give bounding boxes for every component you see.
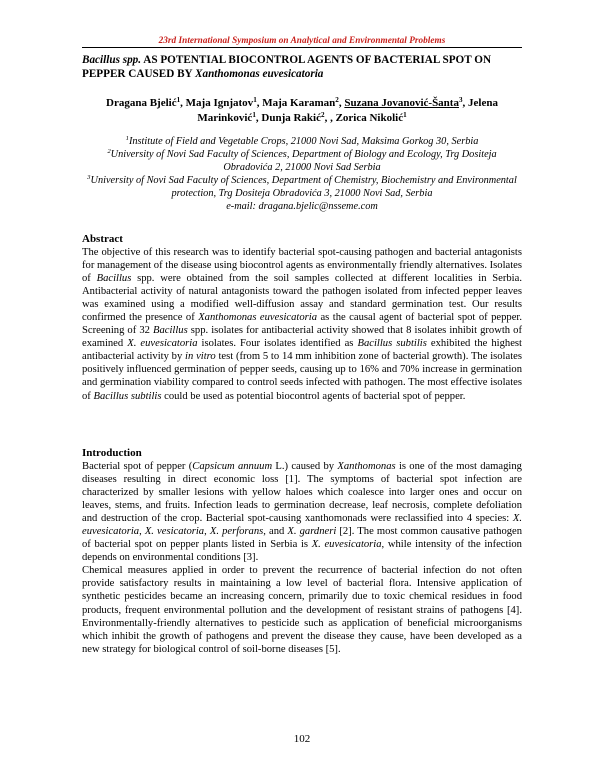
affiliation-text: Institute of Field and Vegetable Crops, 21000 Novi Sad, Maksima Gorkog 30, Serbia <box>128 136 479 147</box>
abstract-italic: Bacillus <box>153 325 188 337</box>
author-affil-mark: 1 <box>403 110 407 119</box>
intro-text: [2]. The most common causative pathogen of bacterial spot on pepper plants listed in Serbia is <box>82 526 523 551</box>
intro-text: , and <box>263 526 288 538</box>
abstract-text: could be used as potential biocontrol agents of bacterial spot of pepper. <box>161 390 466 402</box>
author-affil-mark: 1 <box>176 96 181 104</box>
author-affil-mark: 1 <box>253 96 257 104</box>
author-separator: , <box>256 97 263 109</box>
intro-text: Bacterial spot of pepper ( <box>82 461 193 472</box>
author-separator: , , <box>324 111 336 124</box>
intro-italic: X. euvesicatoria <box>311 539 382 551</box>
affiliation-text: University of Novi Sad Faculty of Sciences, Department of Biology and Ecology, Trg Dositeja Obradovića 2, 21000 Novi Sad Serbia <box>110 148 497 173</box>
intro-italic: Xanthomonas <box>337 461 396 472</box>
author-list <box>82 96 522 125</box>
introduction-heading: Introduction <box>82 447 142 459</box>
abstract-text: exhibited the highest antibacterial activity by <box>82 338 522 363</box>
intro-text: , <box>204 526 210 538</box>
abstract-text: isolates. Four isolates identified as <box>197 338 358 350</box>
paper-title <box>82 54 522 81</box>
intro-text: L.) caused by <box>272 461 338 472</box>
affiliation-1 <box>82 136 522 149</box>
author-affil-mark: 3 <box>458 96 463 104</box>
abstract-italic: in vitro <box>185 351 216 363</box>
intro-italic: Capsicum annuum <box>192 461 273 472</box>
abstract-text: test (from 5 to 14 mm inhibition zone of bacterial growth). The isolates positively influenced germination of pepper seeds, causing up to 16% and 70% increase in germination and germination viability compared to control seeds infected with pathogen. The most effective isolates of <box>82 351 522 402</box>
abstract-text: The objective of this research was to identify bacterial spot-causing pathogen and bacterial antagonists for management of the disease using biocontrol agents as environmentally friendly alternatives. Isolates of <box>82 247 522 285</box>
introduction-body <box>82 460 522 656</box>
author-separator: , <box>255 111 262 124</box>
title-genus: Bacillus spp. <box>82 54 142 66</box>
author-name: Zorica Nikolić <box>335 111 404 124</box>
abstract-text: as the causal agent of bacterial spot of pepper. Screening of 32 <box>82 312 522 337</box>
corresponding-author-name: Suzana Jovanović-Šanta <box>344 97 459 109</box>
affiliation-text: University of Novi Sad Faculty of Sciences, Department of Chemistry, Biochemistry and Environmental protection, Trg Dositeja Obradovića 3, 21000 Novi Sad, Serbia <box>90 174 517 199</box>
running-header: 23rd International Symposium on Analytical and Environmental Problems <box>158 35 446 45</box>
abstract-text: spp. isolates for antibacterial activity showed that 8 isolates inhibit growth of examined <box>82 325 523 350</box>
author-separator: , <box>462 97 469 109</box>
author-name: Dunja Rakić <box>261 111 321 124</box>
intro-italic: X. gardneri <box>287 526 337 538</box>
author-affil-mark: 2 <box>335 96 339 104</box>
contact-email: e-mail: dragana.bjelic@nsseme.com <box>226 200 378 212</box>
abstract-heading: Abstract <box>82 233 123 245</box>
introduction-paragraph-2: Chemical measures applied in order to prevent the recurrence of bacterial infection do not often provide satisfactory results in maintaining a low level of bacterial flora. Intensive application of synthetic pesticides became an increasing concern, primarily due to toxic chemical residues in food products, frequent environmental pollution and the development of resistant strains of pathogens [4]. Environmentally-friendly alternatives to pesticide such as application of beneficial microorganisms which inhibit the growth of pathogens and prevent the disease they cause, have been developed as a new strategy for biological control of soil-borne diseases [5]. <box>82 565 522 655</box>
author-name: Maja Ignjatov <box>185 97 254 109</box>
affiliation-2 <box>82 149 522 175</box>
abstract-italic: X. euvesicatoria <box>127 338 198 350</box>
title-species: Xanthomonas euvesicatoria <box>195 67 324 80</box>
introduction-paragraph-1 <box>82 460 522 564</box>
intro-text: , while intensity of the infection depends on environmental conditions [3]. <box>82 539 522 564</box>
affiliation-mark: 3 <box>87 173 91 181</box>
page-number: 102 <box>293 733 311 745</box>
author-separator: , <box>180 97 186 109</box>
header-rule <box>82 47 522 48</box>
affiliation-list <box>82 136 522 213</box>
title-main: AS POTENTIAL BIOCONTROL AGENTS OF BACTERIAL SPOT ON PEPPER CAUSED BY <box>82 54 492 80</box>
abstract-italic: Bacillus subtilis <box>93 390 162 402</box>
intro-italic: X. perforans <box>209 526 264 538</box>
intro-text: is one of the most damaging diseases resulting in direct economic loss [1]. The symptoms of bacterial spot infection are characterized by smaller lesions with yellow haloes which coalesce into larger ones and occur on leaves, stems, and fruits. Infection leads to germination decrease, leaf necrosis, complete defoliation and destruction of the crop. Bacterial spot-causing xanthomonads were reclassified into 4 species: <box>82 461 522 525</box>
author-name: Dragana Bjelić <box>106 97 177 109</box>
intro-text: , <box>139 526 145 538</box>
affiliation-3 <box>82 175 522 201</box>
author-affil-mark: 1 <box>252 110 256 119</box>
author-name: Jelena Marinković <box>197 97 498 124</box>
intro-italic: X. vesicatoria <box>144 526 205 538</box>
abstract-italic: Bacillus subtilis <box>357 338 427 350</box>
author-affil-mark: 2 <box>320 110 325 119</box>
intro-italic: X. euvesicatoria <box>82 513 522 538</box>
affiliation-mark: 2 <box>107 147 111 155</box>
abstract-body <box>82 246 522 403</box>
abstract-italic: Xanthomonas euvesicatoria <box>198 312 318 324</box>
author-name: Maja Karaman <box>262 97 336 109</box>
abstract-text: spp. were obtained from the soil samples collected at different localities in Serbia. Antibacterial activity of natural antagonists toward the pathogen isolated from infected pepper leaves was examined using a modified well-diffusion assay and standard germination test. Our results confirmed the presence of <box>82 273 522 324</box>
affiliation-mark: 1 <box>125 135 129 142</box>
author-separator: , <box>338 97 345 109</box>
abstract-italic: Bacillus <box>96 273 132 285</box>
